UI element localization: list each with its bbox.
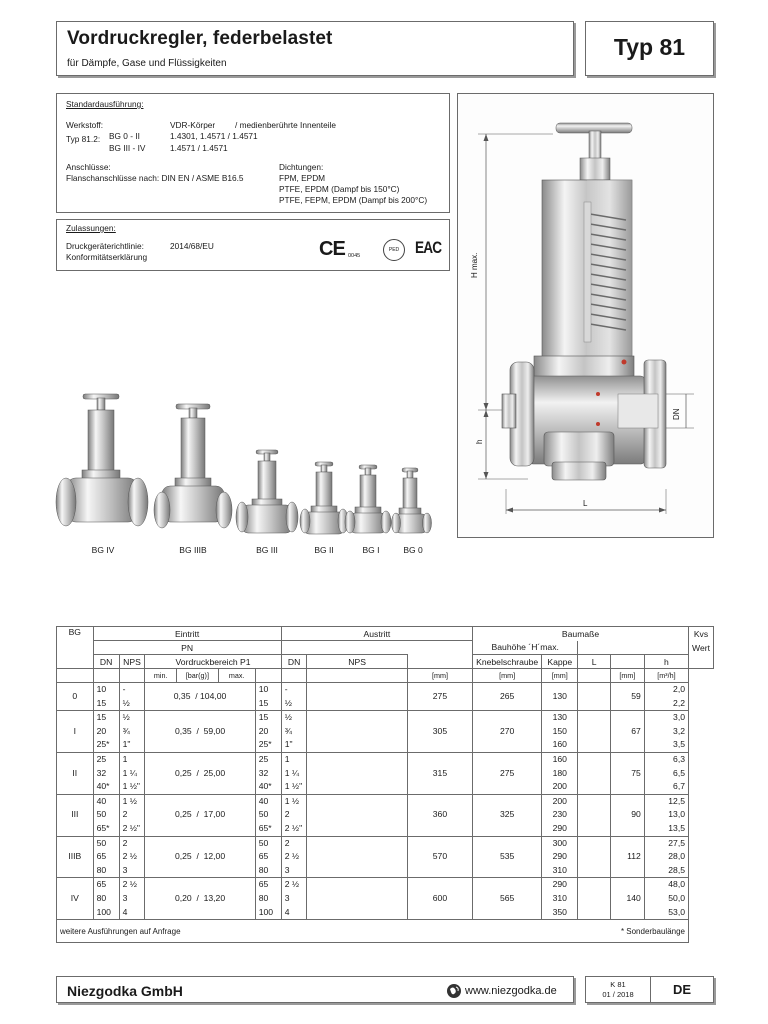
th-wert: Wert [689,641,714,655]
cell-h: 75 [631,767,641,778]
cell-kvs: 27,5 28,0 28,5 [668,837,685,875]
footnote-left: weitere Ausführungen auf Anfrage [57,920,408,943]
lang-code: DE [672,982,692,997]
cell-kvs: 3,0 3,2 3,5 [673,712,685,750]
caption-bg-iii: BG III [256,545,278,555]
cell-range: 0,35 / 104,00 [173,690,227,701]
row2-bg: BG III - IV [109,143,146,153]
ped-mark: PED [383,239,405,261]
product-bg-0 [392,468,432,533]
approvals-heading: Zulassungen: [66,223,116,233]
th-eintritt: Eintritt [93,627,281,641]
doc-date: 01 / 2018 [602,990,634,999]
cell-kappe: 325 [499,809,515,820]
footer-box [56,976,574,1003]
header-title-box [56,21,574,76]
th-anps: NPS [307,655,407,669]
cell-l: 200 230 290 [552,795,567,833]
row1-bg: BG 0 - II [109,131,140,141]
cell-knebel: 305 [432,725,448,736]
approvals-line2: Konformitätserklärung [66,252,148,262]
vdr-label: VDR-Körper [170,120,216,130]
unit-bar: [bar(g)] [177,669,219,683]
cell-dn: 25 32 40* [96,753,110,792]
cell-range: 0,20 / 13,20 [174,892,226,903]
cell-anps: 1 1 ¼ 1 ½" [284,753,303,792]
cell-nps: 1 ½ 2 2 ½" [122,795,140,833]
product-bg-iiib [154,404,232,528]
werkstoff-label: Werkstoff: [66,120,104,130]
cell-anps: ½ ¾ 1" [284,712,293,750]
unit-max: max. [218,669,255,683]
unit-min: min. [145,669,177,683]
cell-range: 0,35 / 59,00 [174,725,226,736]
cell-anps: 2 2 ½ 3 [284,837,300,875]
cell-bg: IIIB [68,851,82,862]
th-knebel: Knebelschraube [473,655,542,669]
doc-code: K 81 [610,980,626,989]
table-row [57,836,714,878]
dichtungen-label: Dichtungen: [279,162,324,172]
cell-bg: II [72,767,78,778]
th-bg: BG [57,627,94,669]
cell-anps: - ½ [284,684,292,708]
th-kappe: Kappe [542,655,578,669]
cell-l: 160 180 200 [552,753,567,792]
product-bg-i [345,465,391,533]
cell-l: 300 290 310 [552,837,567,875]
cell-knebel: 315 [432,767,448,778]
cell-adn: 10 15 [258,684,269,708]
cell-dn: 10 15 [96,684,107,708]
table-row [57,794,714,836]
dichtungen-2: PTFE, EPDM (Dampf bis 150°C) [279,184,400,194]
ce-mark: CE [319,238,345,260]
footer-code-box [585,976,714,1003]
anschluesse-value: Flanschanschlüsse nach: DIN EN / ASME B16.5 [66,173,244,183]
unit-mm-kappe: [mm] [473,669,542,683]
page-title: Vordruckregler, federbelastet [67,28,333,49]
cell-anps: 2 ½ 3 4 [284,879,300,917]
cell-l: 290 310 350 [552,879,567,917]
table-row [57,878,714,920]
product-lineup [52,392,442,542]
cell-h: 59 [631,690,641,701]
table-row [57,683,714,711]
th-adn: DN [281,655,307,669]
standard-heading: Standardausführung: [66,99,144,109]
cell-adn: 50 65 80 [258,837,269,875]
anschluesse-label: Anschlüsse: [66,162,111,172]
dichtungen-3: PTFE, FEPM, EPDM (Dampf bis 200°C) [279,195,428,205]
dim-l: L [583,499,588,508]
innenteile-label: / medienberührte Innenteile [235,120,337,130]
header-type-box [585,21,714,76]
cell-range: 0,25 / 17,00 [174,809,226,820]
drawing-box [457,93,714,538]
cell-l: 130 [552,690,567,701]
cell-kvs: 12,5 13,0 13,5 [668,795,685,833]
th-pn: PN [93,641,281,655]
dim-h-max: H max. [470,252,479,278]
eac-mark: EAC [415,238,442,257]
cell-dn: 50 65 80 [96,837,107,875]
cell-bg: III [71,809,79,820]
cell-nps: - ½ [122,684,130,708]
cell-nps: ½ ¾ 1" [122,712,131,750]
cell-range: 0,25 / 12,00 [174,851,226,862]
cell-kappe: 565 [499,892,515,903]
product-bg-iii [236,450,298,533]
cell-l: 130 150 160 [552,712,567,750]
cell-adn: 40 50 65* [258,795,272,833]
cell-kvs: 2,0 2,2 [673,684,685,708]
th-bauhoehe: Bauhöhe ´H´max. [473,641,578,655]
caption-bg-iv: BG IV [91,545,115,555]
caption-bg-ii: BG II [314,545,334,555]
approvals-box [56,219,450,271]
th-nps: NPS [119,655,145,669]
table-row [57,711,714,753]
th-dn: DN [93,655,119,669]
cell-h: 112 [627,851,641,862]
valve-drawing [458,94,715,539]
typ-label: Typ 81.2: [66,134,101,144]
cell-bg: I [73,725,76,736]
th-baumasse: Baumaße [473,627,689,641]
dichtungen-1: FPM, EPDM [279,173,326,183]
cell-knebel: 570 [432,851,448,862]
footnote-right: * Sonderbaulänge [407,920,688,943]
cell-kvs: 48,0 50,0 53,0 [668,879,685,917]
unit-mm-l: [mm] [542,669,578,683]
approvals-line1-label: Druckgeräterichtlinie: [66,241,144,251]
th-h: h [644,655,688,669]
cell-knebel: 600 [432,892,448,903]
cell-adn: 65 80 100 [258,879,274,917]
standard-box [56,93,450,213]
cell-adn: 15 20 25* [258,712,272,750]
cell-kappe: 275 [499,767,515,778]
cell-adn: 25 32 40* [258,753,272,792]
caption-bg-0: BG 0 [403,545,423,555]
ce-number: 0045 [348,253,361,259]
product-bg-ii [300,462,348,534]
th-vordruck: Vordruckbereich P1 [145,655,281,669]
cell-kappe: 535 [499,851,515,862]
cell-h: 67 [631,725,641,736]
row1-vals: 1.4301, 1.4571 / 1.4571 [170,131,258,141]
cell-knebel: 275 [432,690,448,701]
cell-dn: 40 50 65* [96,795,110,833]
cell-bg: IV [70,892,79,903]
cell-kvs: 6,3 6,5 6,7 [673,753,685,792]
cell-kappe: 265 [499,690,515,701]
company-name: Niezgodka GmbH [67,983,183,999]
dim-h: h [475,439,484,444]
globe-icon [447,984,461,998]
page-subtitle: für Dämpfe, Gase und Flüssigkeiten [67,58,227,69]
th-l: L [578,655,611,669]
cell-kappe: 270 [499,725,515,736]
approvals-line1-value: 2014/68/EU [170,241,214,251]
cell-nps: 2 2 ½ 3 [122,837,137,875]
cell-nps: 2 ½ 3 4 [122,879,137,917]
caption-bg-iiib: BG IIIB [179,545,207,555]
cell-nps: 1 1 ¼ 1 ½" [122,753,140,792]
cell-range: 0,25 / 25,00 [174,767,226,778]
cell-knebel: 360 [432,809,448,820]
spec-table [56,626,714,943]
cell-anps: 1 ½ 2 2 ½" [284,795,303,833]
cell-h: 140 [626,892,641,903]
unit-mm-knebel: [mm] [407,669,472,683]
cell-bg: 0 [72,690,78,701]
website-link[interactable]: www.niezgodka.de [465,985,557,997]
type-label: Typ 81 [613,34,686,60]
cell-dn: 15 20 25* [96,712,110,750]
cell-h: 90 [631,809,641,820]
row2-vals: 1.4571 / 1.4571 [170,143,228,153]
dim-dn: DN [672,408,681,420]
unit-kv: [m³/h] [644,669,688,683]
product-bg-iv [56,394,148,526]
table-row [57,752,714,794]
th-austritt: Austritt [281,627,472,641]
caption-bg-i: BG I [362,545,380,555]
unit-mm-h: [mm] [611,669,645,683]
th-kvs: Kvs [689,627,714,641]
cell-dn: 65 80 100 [96,879,111,917]
